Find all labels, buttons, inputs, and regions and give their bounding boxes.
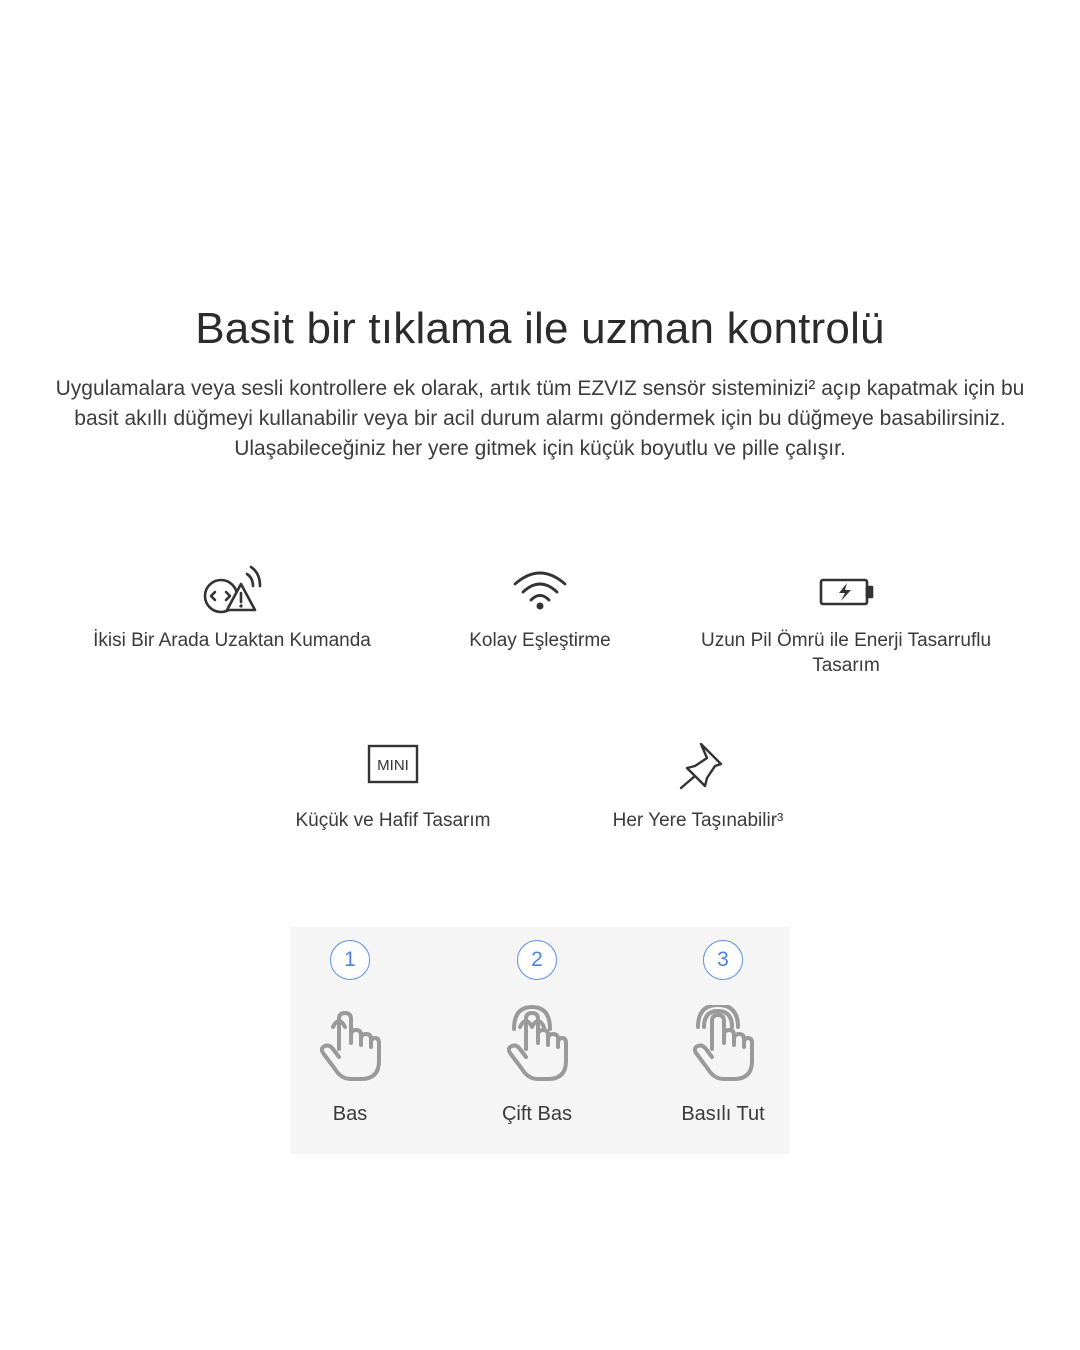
gesture-hold <box>643 927 803 1154</box>
gesture-double-press <box>457 927 617 1154</box>
step-number: 1 <box>330 940 370 980</box>
feature-mini <box>243 738 543 833</box>
battery-icon <box>811 562 881 618</box>
feature-label: İkisi Bir Arada Uzaktan Kumanda <box>93 630 371 651</box>
feature-label: Uzun Pil Ömrü ile Enerji Tasarruflu Tasarım <box>700 630 992 676</box>
pushpin-icon <box>663 738 733 794</box>
feature-label: Kolay Eşleştirme <box>469 630 611 651</box>
page-title: Basit bir tıklama ile uzman kontrolü <box>195 304 885 354</box>
feature-pairing <box>390 562 690 653</box>
gesture-press <box>270 927 430 1154</box>
hold-hand-icon <box>690 1005 760 1085</box>
feature-battery <box>696 562 996 678</box>
tap-hand-icon <box>317 1005 387 1085</box>
gesture-label: Bas <box>332 1103 368 1125</box>
gesture-label: Çift Bas <box>501 1103 573 1125</box>
mini-icon <box>358 738 428 794</box>
wifi-icon <box>505 562 575 618</box>
gesture-label: Basılı Tut <box>681 1103 765 1125</box>
gesture-panel <box>290 927 790 1154</box>
step-number: 3 <box>703 940 743 980</box>
intro-description: Uygulamalara veya sesli kontrollere ek olarak, artık tüm EZVIZ sensör sisteminizi² açıp kapatmak için bu basit akıllı düğmeyi kullanabilir veya bir acil durum alarmı göndermek için bu düğmeye basabilirsiniz. Ulaşabileceğiniz her yere gitmek için küçük boyutlu ve pille çalışır. <box>55 377 1025 460</box>
feature-label: Küçük ve Hafif Tasarım <box>295 810 491 831</box>
feature-portable <box>548 738 848 833</box>
feature-label: Her Yere Taşınabilir³ <box>612 810 784 831</box>
double-tap-hand-icon <box>504 1005 574 1085</box>
step-number: 2 <box>517 940 557 980</box>
mini-badge-text: MINI <box>377 757 409 774</box>
feature-remote <box>82 562 382 653</box>
remote-alarm-icon <box>197 562 267 618</box>
